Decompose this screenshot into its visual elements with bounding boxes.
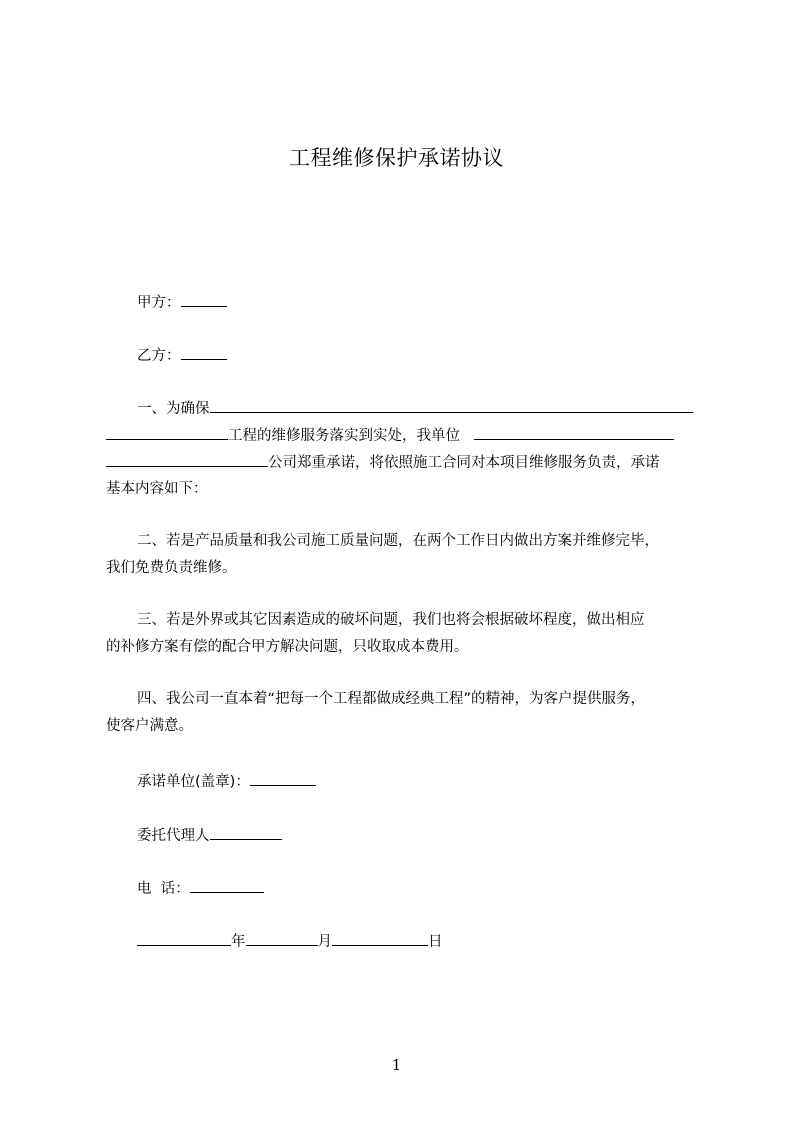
signature-phone-label: 电 话： <box>137 881 190 897</box>
signature-agent-label: 委托代理人 <box>137 828 210 844</box>
date-month-blank <box>246 931 318 946</box>
clause1-line2-text: 工程的维修服务落实到实处，我单位 <box>228 428 460 444</box>
date-day-blank <box>332 931 428 946</box>
signature-agent-blank <box>210 825 282 840</box>
page-number: 1 <box>391 1056 402 1074</box>
clause1-line4: 基本内容如下： <box>106 481 208 497</box>
clause3-line1: 三、若是外界或其它因素造成的破坏问题，我们也将会根据破坏程度，做出相应 <box>137 612 645 628</box>
signature-agent-line <box>137 825 282 846</box>
party-a-blank <box>181 292 227 307</box>
clause1-line3-text: 公司郑重承诺，将依照施工合同对本项目维修服务负责，承诺 <box>268 455 660 471</box>
clause4-line1: 四、我公司一直本着“把每一个工程都做成经典工程”的精神，为客户提供服务， <box>137 691 646 707</box>
clause1-unit-blank <box>474 425 674 440</box>
party-a-label: 甲方： <box>137 295 181 311</box>
signature-unit-label: 承诺单位(盖章)： <box>137 774 250 790</box>
clause2-line2: 我们免费负责维修。 <box>106 560 237 576</box>
party-b-label: 乙方： <box>137 348 181 364</box>
signature-phone-line <box>137 878 264 899</box>
date-year-blank <box>137 931 231 946</box>
date-day-label: 日 <box>428 934 443 950</box>
party-a-line <box>137 292 227 313</box>
clause1-prefix: 一、为确保 <box>137 401 210 417</box>
clause2-line1: 二、若是产品质量和我公司施工质量问题，在两个工作日内做出方案并维修完毕， <box>137 533 659 549</box>
clause3-line2: 的补修方案有偿的配合甲方解决问题，只收取成本费用。 <box>106 639 469 655</box>
signature-date-line <box>137 931 443 952</box>
document-title: 工程维修保护承诺协议 <box>289 146 504 170</box>
clause1-project-blank-cont <box>106 425 228 440</box>
date-month-label: 月 <box>317 934 332 950</box>
clause1-project-blank <box>210 398 693 413</box>
party-b-line <box>137 345 227 366</box>
clause1-company-blank <box>106 452 268 467</box>
signature-phone-blank <box>190 878 264 893</box>
clause1-line1 <box>137 398 693 419</box>
clause1-line3 <box>106 452 660 473</box>
party-b-blank <box>181 345 227 360</box>
clause1-line2 <box>106 425 674 446</box>
signature-unit-blank <box>250 771 316 786</box>
signature-unit-line <box>137 771 316 792</box>
date-year-label: 年 <box>231 934 246 950</box>
clause4-line2: 使客户满意。 <box>106 718 193 734</box>
